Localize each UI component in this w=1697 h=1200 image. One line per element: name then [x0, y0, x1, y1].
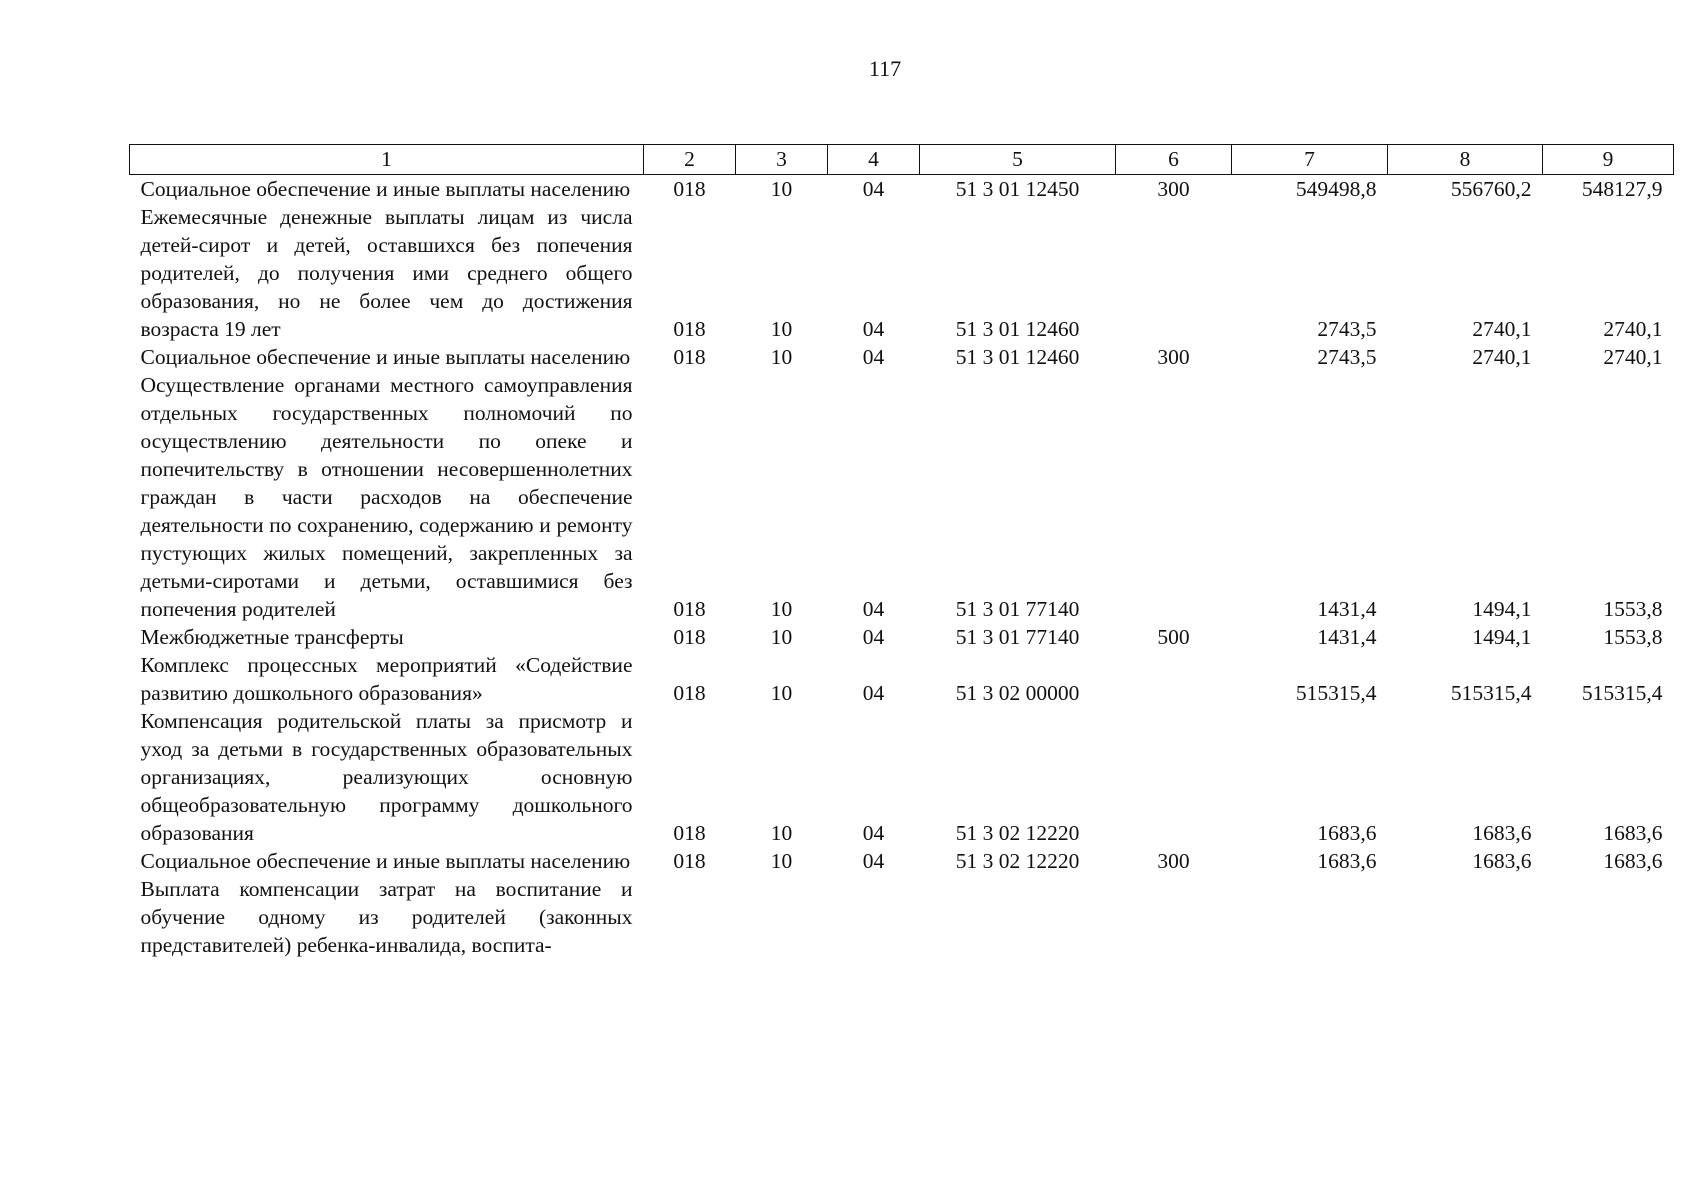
- row-name-cell: Ежемесячные денежные выплаты лицам из числа детей-сирот и детей, оставшихся без попечения родителей, до получения ими среднего общего образования, но не более чем до достижения возраста 19 лет: [140, 205, 633, 341]
- row-amount-cell: [1388, 875, 1543, 959]
- row-name-cell: Социальное обеспечение и иные выплаты населению: [140, 849, 631, 873]
- row-amount-cell: [1232, 875, 1388, 959]
- row-amount-cell: 1683,6: [1603, 849, 1663, 873]
- row-amount-cell: 515315,4: [1581, 681, 1663, 705]
- header-col-8: 8: [1388, 145, 1543, 175]
- row-section-cell: [736, 875, 828, 959]
- row-section-cell: 10: [770, 681, 793, 705]
- row-target-article-cell: 51 3 01 77140: [955, 597, 1080, 621]
- row-amount-cell: 2740,1: [1472, 317, 1532, 341]
- row-section-cell: 10: [770, 821, 793, 845]
- row-subsection-cell: 04: [862, 317, 885, 341]
- row-subsection-cell: 04: [862, 821, 885, 845]
- row-amount-cell: 2743,5: [1317, 317, 1377, 341]
- row-target-article-cell: 51 3 01 12450: [955, 177, 1080, 201]
- row-expense-type-cell: 300: [1157, 345, 1190, 369]
- table-body: [130, 175, 1674, 960]
- table-row: [130, 623, 1674, 651]
- table-row: [130, 651, 1674, 707]
- row-target-article-cell: 51 3 02 12220: [955, 821, 1080, 845]
- table-row: [130, 343, 1674, 371]
- row-expense-type-cell: 500: [1157, 625, 1190, 649]
- row-name-cell: Социальное обеспечение и иные выплаты населению: [140, 345, 631, 369]
- row-name-cell: Межбюджетные трансферты: [140, 625, 404, 649]
- row-subsection-cell: 04: [862, 345, 885, 369]
- header-col-3: 3: [736, 145, 828, 175]
- row-amount-cell: 2743,5: [1317, 345, 1377, 369]
- row-amount-cell: 1683,6: [1603, 821, 1663, 845]
- row-expense-type-cell: [1116, 651, 1232, 707]
- table-row: [130, 203, 1674, 343]
- row-code-cell: 018: [673, 681, 706, 705]
- row-amount-cell: [1543, 875, 1674, 959]
- row-subsection-cell: 04: [862, 681, 885, 705]
- header-col-5: 5: [920, 145, 1116, 175]
- row-name-cell: Социальное обеспечение и иные выплаты населению: [140, 177, 631, 201]
- row-section-cell: 10: [770, 317, 793, 341]
- row-code-cell: 018: [673, 597, 706, 621]
- row-amount-cell: 2740,1: [1472, 345, 1532, 369]
- row-amount-cell: 548127,9: [1581, 177, 1663, 201]
- row-target-article-cell: 51 3 02 12220: [955, 849, 1080, 873]
- row-name-cell: Выплата компенсации затрат на воспитание и обучение одному из родителей (законных представителей) ребенка-инвалида, воспита-: [140, 877, 633, 957]
- row-subsection-cell: 04: [862, 597, 885, 621]
- page-number: 117: [868, 56, 902, 81]
- row-subsection-cell: 04: [862, 849, 885, 873]
- row-expense-type-cell: 300: [1157, 177, 1190, 201]
- row-amount-cell: 549498,8: [1295, 177, 1377, 201]
- row-expense-type-cell: [1116, 707, 1232, 847]
- row-code-cell: 018: [673, 849, 706, 873]
- header-col-7: 7: [1232, 145, 1388, 175]
- row-amount-cell: 1683,6: [1472, 821, 1532, 845]
- row-name-cell: Осуществление органами местного самоуправления отдельных государственных полномочий по осуществлению деятельности по опеке и попечительству в отношении несовершеннолетних граждан в части расходов на обеспечение деятельности по сохранению, содержанию и ремонту пустующих жилых помещений, закрепленных за детьми-сиротами и детьми, оставшимися без попечения родителей: [140, 373, 633, 621]
- table-row: [130, 175, 1674, 204]
- row-target-article-cell: 51 3 01 77140: [955, 625, 1080, 649]
- row-amount-cell: 1494,1: [1472, 597, 1532, 621]
- row-name-cell: Комплекс процессных мероприятий «Содействие развитию дошкольного образования»: [140, 653, 633, 705]
- row-amount-cell: 515315,4: [1450, 681, 1532, 705]
- row-amount-cell: 2740,1: [1603, 317, 1663, 341]
- row-target-article-cell: 51 3 02 00000: [955, 681, 1080, 705]
- row-amount-cell: 556760,2: [1450, 177, 1532, 201]
- row-amount-cell: 1683,6: [1317, 849, 1377, 873]
- row-amount-cell: 515315,4: [1295, 681, 1377, 705]
- row-amount-cell: 1683,6: [1317, 821, 1377, 845]
- row-section-cell: 10: [770, 177, 793, 201]
- table-row: [130, 707, 1674, 847]
- row-amount-cell: 1553,8: [1603, 625, 1663, 649]
- row-amount-cell: 2740,1: [1603, 345, 1663, 369]
- row-code-cell: 018: [673, 345, 706, 369]
- row-amount-cell: 1553,8: [1603, 597, 1663, 621]
- row-amount-cell: 1494,1: [1472, 625, 1532, 649]
- header-col-4: 4: [828, 145, 920, 175]
- header-col-1: 1: [130, 145, 644, 175]
- header-col-9: 9: [1543, 145, 1674, 175]
- row-code-cell: 018: [673, 317, 706, 341]
- row-code-cell: 018: [673, 821, 706, 845]
- row-code-cell: [644, 875, 736, 959]
- row-amount-cell: 1431,4: [1317, 597, 1377, 621]
- row-target-article-cell: 51 3 01 12460: [955, 345, 1080, 369]
- row-section-cell: 10: [770, 849, 793, 873]
- table-row: [130, 847, 1674, 875]
- row-code-cell: 018: [673, 177, 706, 201]
- header-col-2: 2: [644, 145, 736, 175]
- row-section-cell: 10: [770, 345, 793, 369]
- row-amount-cell: 1431,4: [1317, 625, 1377, 649]
- row-target-article-cell: 51 3 01 12460: [955, 317, 1080, 341]
- row-target-article-cell: [920, 875, 1116, 959]
- row-section-cell: 10: [770, 625, 793, 649]
- budget-table: [129, 144, 1674, 959]
- table-row: [130, 875, 1674, 959]
- table-row: [130, 371, 1674, 623]
- row-subsection-cell: 04: [862, 177, 885, 201]
- row-code-cell: 018: [673, 625, 706, 649]
- row-subsection-cell: [828, 875, 920, 959]
- row-amount-cell: 1683,6: [1472, 849, 1532, 873]
- row-subsection-cell: 04: [862, 625, 885, 649]
- header-row: [130, 145, 1674, 175]
- row-expense-type-cell: 300: [1157, 849, 1190, 873]
- row-expense-type-cell: [1116, 203, 1232, 343]
- header-col-6: 6: [1116, 145, 1232, 175]
- row-name-cell: Компенсация родительской платы за присмотр и уход за детьми в государственных образовательных организациях, реализующих основную общеобразовательную программу дошкольного образования: [140, 709, 633, 845]
- row-expense-type-cell: [1116, 371, 1232, 623]
- row-section-cell: 10: [770, 597, 793, 621]
- row-expense-type-cell: [1116, 875, 1232, 959]
